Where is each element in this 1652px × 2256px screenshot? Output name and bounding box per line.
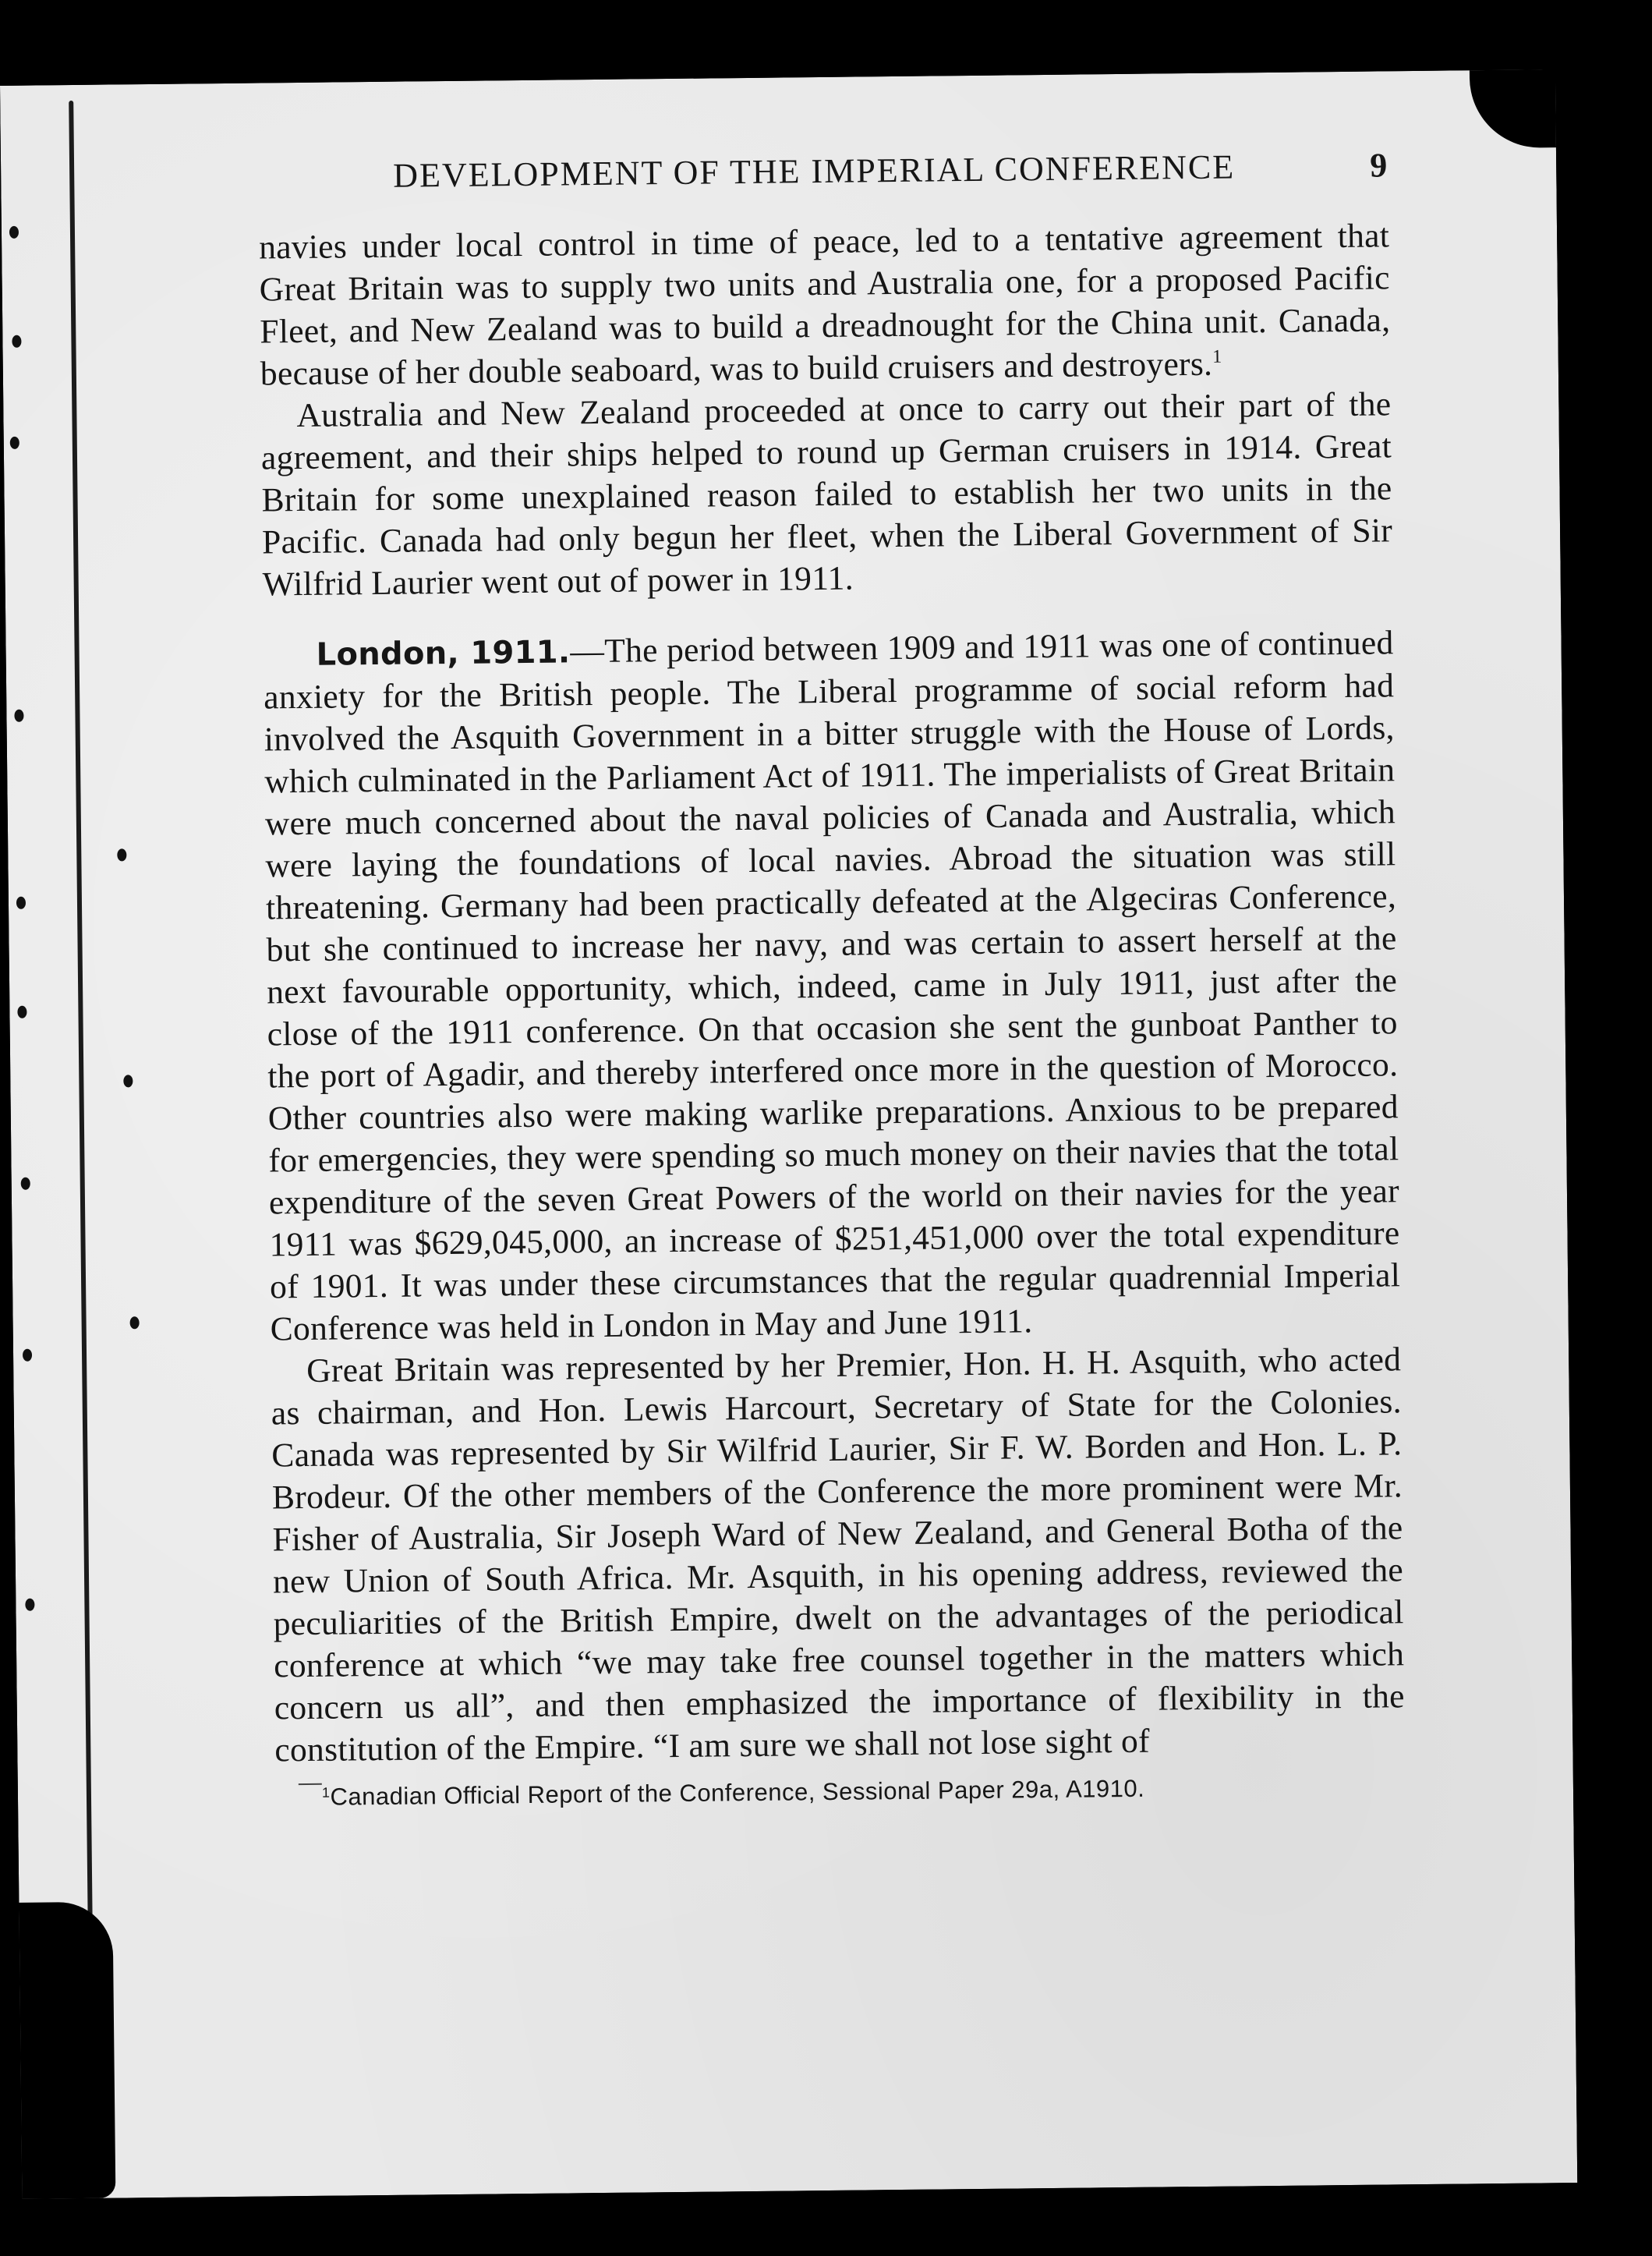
footnote <box>322 1772 1406 1812</box>
paragraph: Australia and New Zealand proceeded at once to carry out their part of the agreement, and their ships helped to round up German cruisers in 1914. Great Britain for some unexplained reason failed to establish her two units in the Pacific. Canada had only begun her fleet, when the Liberal Government of Sir Wilfrid Laurier went out of power in 1911. <box>260 385 1393 604</box>
page-corner-shadow <box>1470 69 1556 148</box>
footnote-marker: 1 <box>321 1784 331 1801</box>
footnote-rule <box>299 1783 322 1785</box>
paragraph-text: navies under local control in time of peace, led to a tentative agreement that Great Britain was to supply two units and Australia one, for a proposed Pacific Fleet, and New Zealand was to build a dreadnought for the China unit. Canada, because of her double seaboard, was to build cruisers and destroyers. <box>258 217 1391 393</box>
book-page <box>0 69 1577 2199</box>
paragraph <box>259 214 1391 395</box>
paragraph: Great Britain was represented by her Premier, Hon. H. H. Asquith, who acted as chairman, and Hon. Lewis Harcourt, Secretary of State for the Colonies. Canada was represented by Sir Wilfrid Laurier, Sir F. W. Borden and Hon. L. P. Brodeur. Of the other members of the Conference the more prominent were Mr. Fisher of Australia, Sir Joseph Ward of New Zealand, and General Botha of the new Union of South Africa. Mr. Asquith, in his opening address, reviewed the peculiarities of the British Empire, dwelt on the advantages of the periodical conference at which “we may take free counsel together in the matters which concern us all”, and then emphasized the importance of flexibility in the constitution of the Empire. “I am sure we shall not lose sight of <box>271 1340 1405 1769</box>
binding-hole <box>21 1178 30 1190</box>
binding-hole <box>10 437 19 449</box>
torn-page-corner <box>19 1902 115 2199</box>
binding-hole <box>123 1075 133 1087</box>
running-head <box>258 145 1388 197</box>
page-content <box>258 145 1406 1812</box>
binding-hole <box>14 710 23 722</box>
running-head-title: DEVELOPMENT OF THE IMPERIAL CONFERENCE <box>393 147 1236 195</box>
binding-strip <box>69 101 93 1941</box>
binding-hole <box>9 226 19 239</box>
binding-hole <box>17 1006 27 1018</box>
binding-hole <box>117 848 126 861</box>
footnote-text: Canadian Official Report of the Conference, Sessional Paper 29a, A1910. <box>330 1774 1145 1811</box>
paragraph <box>263 622 1401 1350</box>
binding-hole <box>12 335 21 348</box>
section-heading: London, 1911. <box>316 634 571 673</box>
page-number: 9 <box>1369 146 1389 185</box>
paragraph-text: —The period between 1909 and 1911 was one of continued anxiety for the British people. The Liberal programme of social reform had involved the Asquith Government in a bitter struggle with the House of Lords, which culminated in the Parliament Act of 1911. The imperialists of Great Britain were much concerned about the naval policies of Canada and Australia, which were laying the foundations of local navies. Abroad the situation was still threatening. Germany had been practically defeated at the Algeciras Conference, but she continued to increase her navy, and was certain to assert herself at the next favourable opportunity, which, indeed, came in July 1911, just after the close of the 1911 conference. On that occasion she sent the gunboat Panther to the port of Agadir, and thereby interfered once more in the question of Morocco. Other countries also were making warlike preparations. Anxious to be prepared for emergencies, they were spending so much money on their navies that the total expenditure of the seven Great Powers of the world on their navies for the year 1911 was $629,045,000, an increase of $251,451,000 over the total expenditure of 1901. It was under these circumstances that the regular quadrennial Imperial Conference was held in London in May and June 1911. <box>263 624 1401 1348</box>
footnote-reference: 1 <box>1212 346 1222 367</box>
binding-hole <box>25 1599 34 1611</box>
binding-hole <box>16 897 26 909</box>
binding-hole <box>23 1349 32 1362</box>
binding-hole <box>130 1316 140 1329</box>
